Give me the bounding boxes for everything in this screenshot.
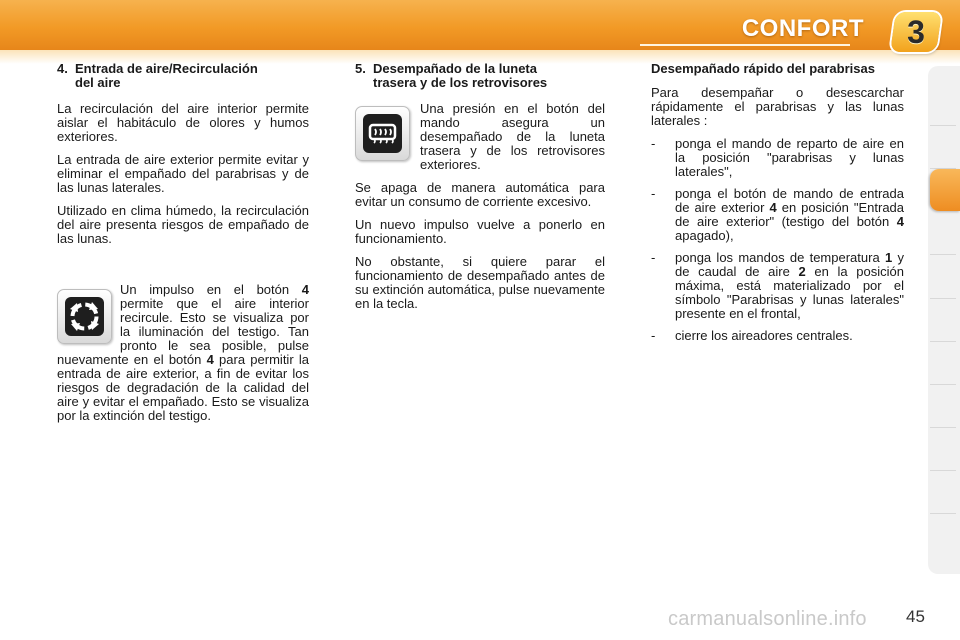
page-number: 45 (906, 607, 925, 626)
paragraph: La entrada de aire exterior permite evitar y eliminar el empañado del parabrisas y de las lunas laterales. (57, 152, 309, 195)
column-fast-demist (651, 62, 904, 351)
paragraph: No obstante, si quiere parar el funcionamiento de desempañado antes de su extinción automática, pulse nuevamente en la tecla. (355, 254, 605, 311)
list-item: - ponga los mandos de temperatura 1 y de caudal de aire 2 en la posición máxima, está materializado por el símbolo "Parabrisas y lunas laterales" presente en el frontal, (651, 251, 904, 321)
column-recirculation (57, 62, 309, 432)
steps-list (651, 137, 904, 343)
chapter-tab-divider (930, 470, 956, 471)
rear-defrost-icon (355, 106, 410, 161)
paragraph-with-icon: Un impulso en el botón 4 permite que el aire interior recircule. Esto se visualiza por la iluminación del testigo. Tan pronto le sea posible, pulse nuevamente en el botón 4 para permitir la entrada de aire exterior, a fin de evitar los riesgos de degradación de la calidad del aire y evitar el empañado. Esto se visualiza por la extinción del testigo. (57, 282, 309, 423)
paragraph: Un nuevo impulso vuelve a ponerlo en funcionamiento. (355, 217, 605, 246)
chapter-tab-divider (930, 427, 956, 428)
heading-line: Desempañado de la luneta (373, 61, 537, 76)
chapter-tab-active[interactable] (930, 169, 960, 211)
chapter-tab-divider (930, 298, 956, 299)
heading-line: trasera y de los retrovisores (373, 75, 548, 90)
chapter-number: 3 (907, 14, 925, 50)
column-rear-defrost (355, 62, 605, 320)
section-title: CONFORT (741, 15, 864, 42)
list-item: - ponga el botón de mando de entrada de aire exterior 4 en posición "Entrada de aire exterior" (testigo del botón 4 apagado), (651, 187, 904, 243)
paragraph-with-icon: Una presión en el botón del mando asegura un desempañado de la luneta trasera y de los retrovisores exteriores. (355, 102, 605, 172)
chapter-tab-divider (930, 254, 956, 255)
list-item: - cierre los aireadores centrales. (651, 329, 904, 343)
paragraph: Se apaga de manera automática para evitar un consumo de corriente excesivo. (355, 180, 605, 209)
chapter-tab-rail (928, 66, 960, 574)
watermark: carmanualsonline.info (668, 608, 867, 630)
chapter-badge (890, 12, 942, 52)
chapter-tab-divider (930, 513, 956, 514)
chapter-tab-divider (930, 341, 956, 342)
heading-rear-defrost (355, 62, 605, 90)
heading-fast-demist: Desempañado rápido del parabrisas (651, 61, 875, 76)
paragraph: Para desempañar o desescarchar rápidamente el parabrisas y las lunas laterales : (651, 85, 904, 128)
heading-line: del aire (75, 75, 121, 90)
heading-line: Entrada de aire/Recirculación (75, 61, 258, 76)
paragraph: La recirculación del aire interior permite aislar el habitáculo de olores y humos exteriores. (57, 101, 309, 144)
heading-number: 5. (355, 61, 366, 76)
heading-number: 4. (57, 61, 68, 76)
list-item: - ponga el mando de reparto de aire en la posición "parabrisas y lunas laterales", (651, 137, 904, 179)
header-rule (640, 44, 850, 46)
paragraph: Utilizado en clima húmedo, la recirculación del aire presenta riesgos de empañado de las lunas. (57, 203, 309, 246)
chapter-tab-divider (930, 384, 956, 385)
heading-recirculation (57, 62, 309, 90)
chapter-tab-divider (930, 125, 956, 126)
recirculation-icon (57, 289, 112, 344)
